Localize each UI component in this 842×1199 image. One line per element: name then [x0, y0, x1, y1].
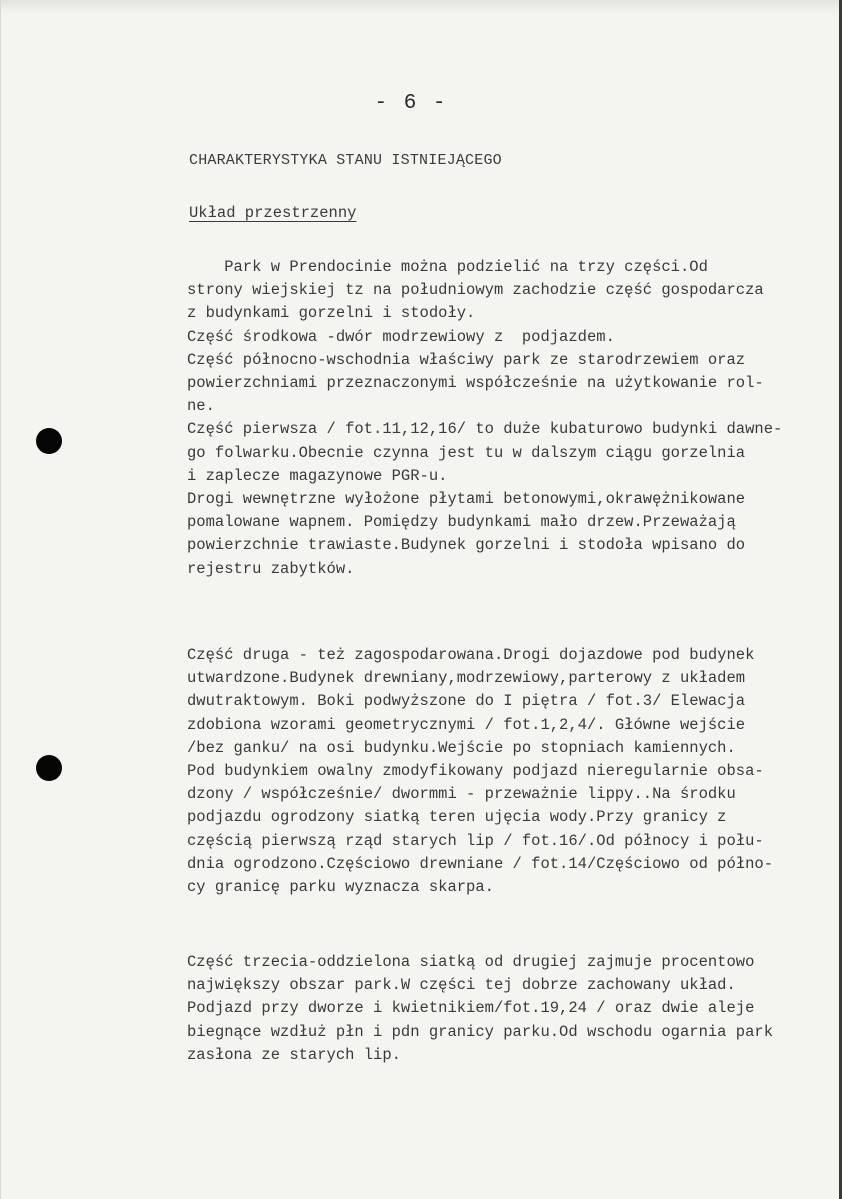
text-line: /bez ganku/ na osi budynku.Wejście po stopniach kamiennych. [187, 738, 736, 757]
text-line: cy granicę parku wyznacza skarpa. [187, 878, 494, 897]
text-line: i zaplecze magazynowe PGR-u. [187, 466, 448, 485]
text-line: zdobiona wzorami geometrycznymi / fot.1,2,4/. Główne wejście [187, 715, 746, 734]
page-title: CHARAKTERYSTYKA STANU ISTNIEJĄCEGO [189, 152, 502, 169]
text-line: Drogi wewnętrzne wyłożone płytami betonowymi,okrawężnikowane [187, 490, 746, 509]
text-line: pomalowane wapnem. Pomiędzy budynkami mało drzew.Przeważają [187, 513, 736, 532]
text-line: dwutraktowym. Boki podwyższone do I piętra / fot.3/ Elewacja [187, 692, 746, 711]
text-line: zasłona ze starych lip. [187, 1045, 401, 1064]
text-line: rejestru zabytków. [187, 559, 355, 578]
text-line: Część północno-wschodnia właściwy park ze starodrzewiem oraz [187, 350, 746, 369]
text-line: go folwarku.Obecnie czynna jest tu w dalszym ciągu gorzelnia [187, 443, 746, 462]
text-line: Część druga - też zagospodarowana.Drogi dojazdowe pod budynek [187, 646, 755, 664]
page-top-edge [1, 0, 842, 14]
paragraph-2 [187, 644, 827, 899]
paragraph-3 [187, 951, 827, 1067]
text-line: biegnące wzdłuż płn i pdn granicy parku.Od wschodu ogarnia park [187, 1022, 773, 1041]
paragraph-1 [187, 256, 827, 581]
text-line: częścią pierwszą rząd starych lip / fot.16/.Od północy i połu- [187, 831, 764, 850]
text-line: największy obszar park.W części tej dobrze zachowany układ. [187, 976, 736, 995]
punch-hole [36, 428, 62, 454]
section-heading: Układ przestrzenny [189, 204, 357, 222]
text-line: strony wiejskiej tz na południowym zachodzie część gospodarcza [187, 281, 764, 300]
text-line: z budynkami gorzelni i stodoły. [187, 304, 476, 323]
text-line: dzony / współcześnie/ dwormmi - przeważnie lippy..Na środku [187, 785, 736, 804]
page-number: - 6 - [374, 92, 448, 115]
text-line: Część pierwsza / fot.11,12,16/ to duże kubaturowo budynki dawne- [187, 420, 783, 439]
text-line: Pod budynkiem owalny zmodyfikowany podjazd nieregularnie obsa- [187, 762, 764, 781]
text-line: ne. [187, 397, 215, 416]
text-line: Podjazd przy dworze i kwietnikiem/fot.19,24 / oraz dwie aleje [187, 999, 755, 1018]
text-line: podjazdu ogrodzony siatką teren ujęcia wody.Przy granicy z [187, 808, 727, 827]
text-line: Część środkowa -dwór modrzewiowy z podjazdem. [187, 327, 615, 346]
text-line: powierzchnie trawiaste.Budynek gorzelni i stodoła wpisano do [187, 536, 746, 555]
text-line: Część trzecia-oddzielona siatką od drugiej zajmuje procentowo [187, 953, 755, 971]
text-line: Park w Prendocinie można podzielić na trzy części.Od [187, 258, 708, 276]
text-line: dnia ogrodzono.Częściowo drewniane / fot.14/Częściowo od półno- [187, 854, 773, 873]
text-line: powierzchniami przeznaczonymi współcześnie na użytkowanie rol- [187, 374, 764, 393]
punch-hole [36, 755, 62, 781]
text-line: utwardzone.Budynek drewniany,modrzewiowy,parterowy z układem [187, 669, 746, 688]
